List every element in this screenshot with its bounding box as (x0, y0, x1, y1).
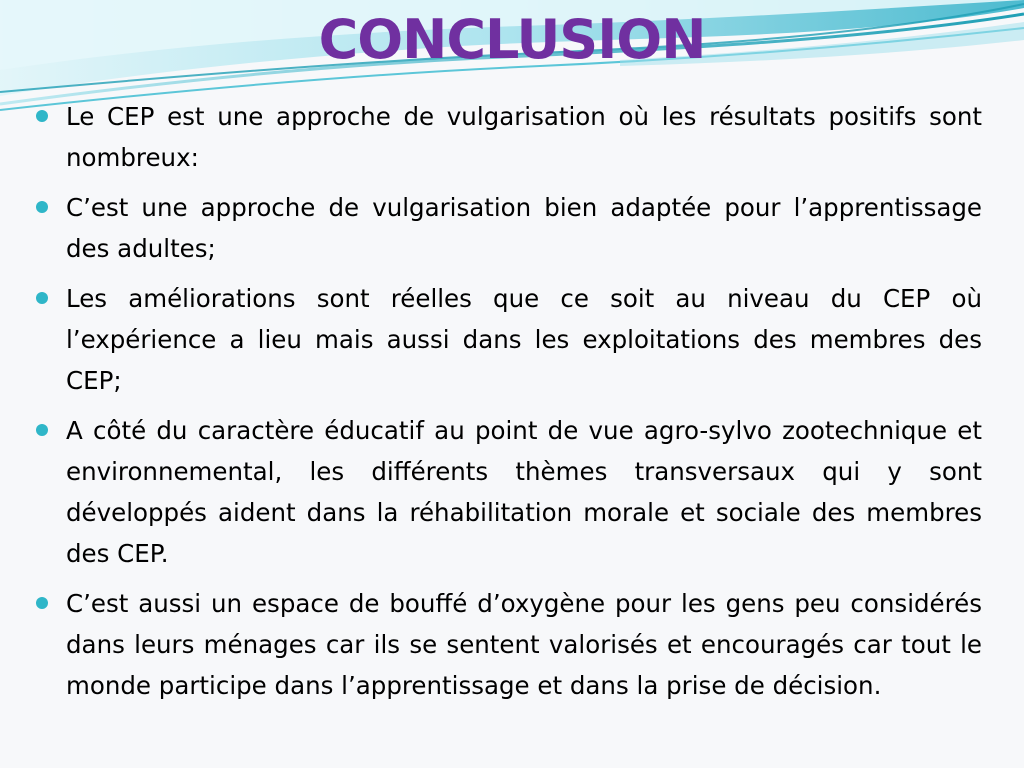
bullet-dot-icon (36, 597, 48, 609)
bullet-item (34, 410, 982, 574)
bullet-dot-icon (36, 110, 48, 122)
bullet-text: Le CEP est une approche de vulgarisation où les résultats positifs sont nombreux: (66, 102, 982, 172)
bullet-text: Les améliorations sont réelles que ce soit au niveau du CEP où l’expérience a lieu mais aussi dans les exploitations des membres des CEP; (66, 284, 982, 395)
slide-title: CONCLUSION (318, 8, 706, 71)
bullet-item (34, 278, 982, 401)
bullet-dot-icon (36, 292, 48, 304)
bullet-dot-icon (36, 424, 48, 436)
bullet-list (34, 96, 982, 715)
bullet-item (34, 187, 982, 269)
bullet-item (34, 583, 982, 706)
bullet-text: C’est une approche de vulgarisation bien adaptée pour l’apprentissage des adultes; (66, 193, 982, 263)
bullet-item (34, 96, 982, 178)
bullet-dot-icon (36, 201, 48, 213)
bullet-text: C’est aussi un espace de bouffé d’oxygène pour les gens peu considérés dans leurs ménages car ils se sentent valorisés et encouragés car tout le monde participe dans l’apprentissage et dans la prise de décision. (66, 589, 982, 700)
bullet-text: A côté du caractère éducatif au point de vue agro-sylvo zootechnique et environnemental, les différents thèmes transversaux qui y sont développés aident dans la réhabilitation morale et sociale des membres des CEP. (66, 416, 982, 568)
